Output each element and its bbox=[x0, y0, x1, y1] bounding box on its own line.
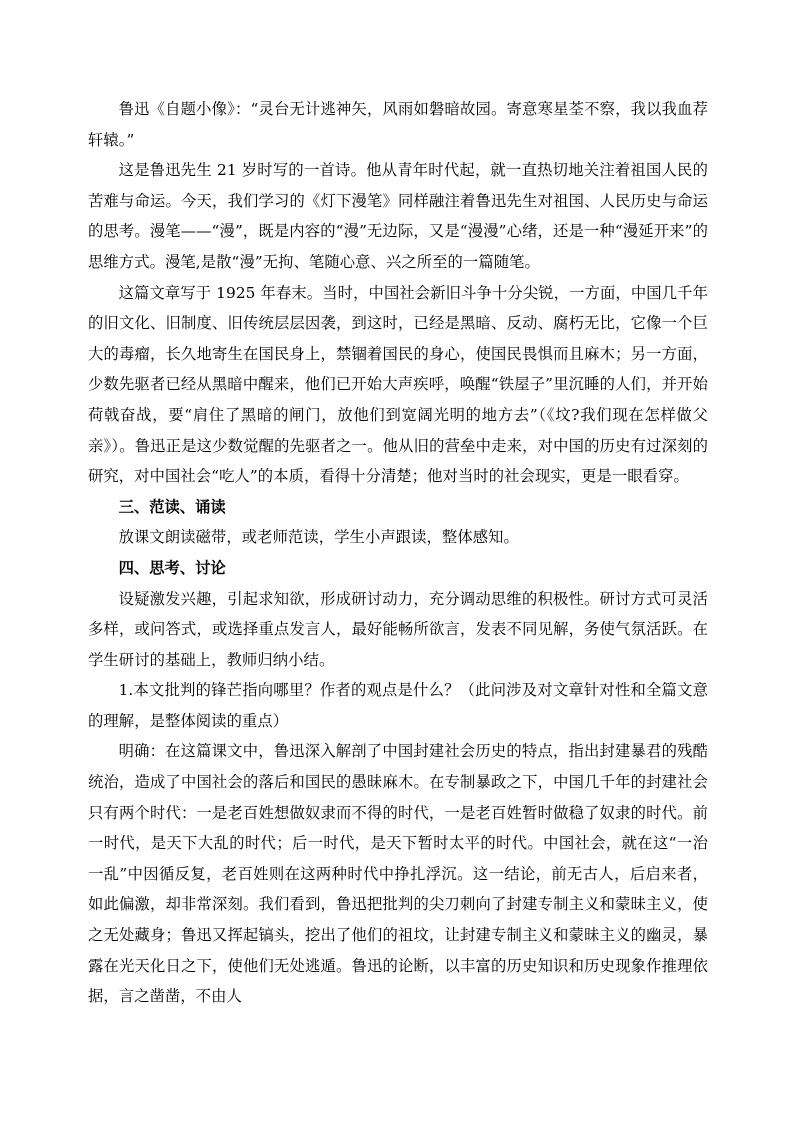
intro-quote-paragraph: 鲁迅《自题小像》：“灵台无计逃神矢，风雨如磐暗故园。寄意寒星荃不察，我以我血荐轩辕。” bbox=[88, 100, 708, 149]
reading-instruction-paragraph: 放课文朗读磁带，或老师范读，学生小声跟读，整体感知。 bbox=[118, 528, 519, 547]
historical-background-paragraph: 这篇文章写于 1925 年春末。当时，中国社会新旧斗争十分尖锐，一方面，中国几千年的旧文化、旧制度、旧传统层层因袭，到这时，已经是黑暗、反动、腐朽无比，它像一个巨大的毒瘤，长久地寄生在国民身上，禁锢着国民的身心，使国民畏惧而且麻木；另一方面，少数先驱者已经从黑暗中醒来，他们已开始大声疾呼，唤醒“铁屋子”里沉睡的人们，并开始荷戟奋战，要“肩住了黑暗的闸门，放他们到宽阔光明的地方去”（《坟?我们现在怎样做父亲》）。鲁迅正是这少数觉醒的先驱者之一。他从旧的营垒中走来，对中国的历史有过深刻的研究，对中国社会“吃人”的本质，看得十分清楚；他对当时的社会现实，更是一眼看穿。 bbox=[88, 283, 708, 486]
section-heading-discussion: 四、思考、讨论 bbox=[118, 558, 226, 577]
document-body bbox=[88, 94, 708, 1012]
poem-context-paragraph: 这是鲁迅先生 21 岁时写的一首诗。他从青年时代起，就一直热切地关注着祖国人民的苦难与命运。今天，我们学习的《灯下漫笔》同样融注着鲁迅先生对祖国、人民历史与命运的思考。漫笔——“漫”，既是内容的“漫”无边际，又是“漫漫”心绪，还是一种“漫延开来”的思维方式。漫笔,是散“漫”无拘、笔随心意、兴之所至的一篇随笔。 bbox=[88, 161, 708, 271]
discussion-method-paragraph: 设疑激发兴趣，引起求知欲，形成研讨动力，充分调动思维的积极性。研讨方式可灵活多样，或问答式，或选择重点发言人，最好能畅所欲言，发表不同见解，务使气氛活跃。在学生研讨的基础上，教师归纳小结。 bbox=[88, 589, 708, 669]
question-1-paragraph: 1.本文批判的锋芒指向哪里？作者的观点是什么？（此问涉及对文章针对性和全篇文意的理解，是整体阅读的重点） bbox=[88, 681, 708, 730]
section-heading-reading: 三、范读、诵读 bbox=[118, 497, 226, 516]
answer-1-paragraph: 明确：在这篇课文中，鲁迅深入解剖了中国封建社会历史的特点，指出封建暴君的残酷统治，造成了中国社会的落后和国民的愚昧麻木。在专制暴政之下，中国几千年的封建社会只有两个时代：一是老百姓想做奴隶而不得的时代，一是老百姓暂时做稳了奴隶的时代。前一时代，是天下大乱的时代；后一时代，是天下暂时太平的时代。中国社会，就在这“一治一乱”中因循反复，老百姓则在这两种时代中挣扎浮沉。这一结论，前无古人，后启来者，如此偏激，却非常深刻。我们看到，鲁迅把批判的尖刀刺向了封建专制主义和蒙昧主义，使之无处藏身；鲁迅又挥起镐头，挖出了他们的祖坟，让封建专制主义和蒙昧主义的幽灵，暴露在光天化日之下，使他们无处逃遁。鲁迅的论断，以丰富的历史知识和历史现象作推理依据，言之凿凿，不由人 bbox=[88, 742, 708, 1006]
